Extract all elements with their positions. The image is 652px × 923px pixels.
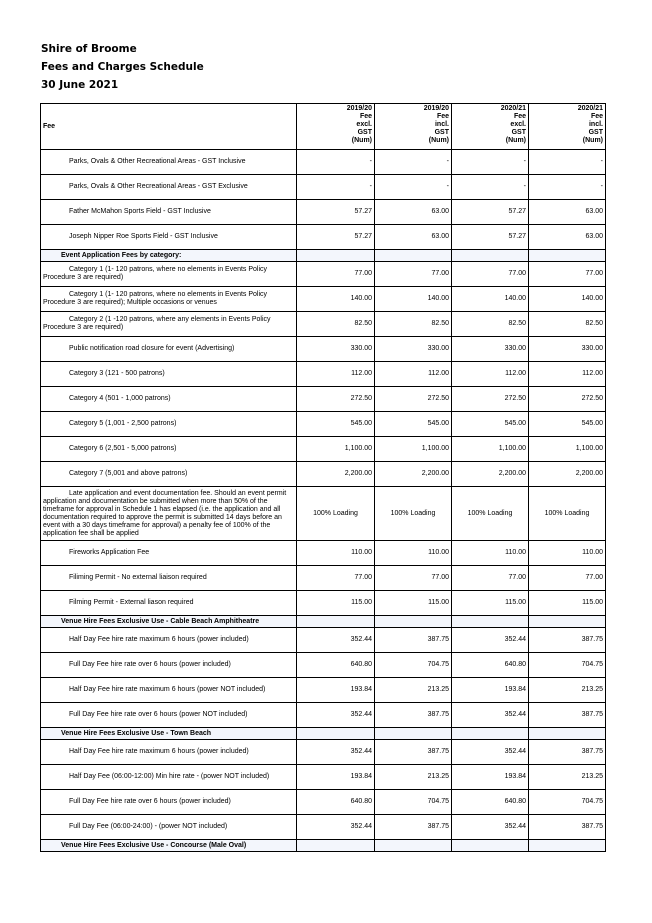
fee-value: 193.84 <box>452 678 529 703</box>
table-row <box>41 462 606 487</box>
fee-description: Fireworks Application Fee <box>41 541 297 566</box>
fee-description: Parks, Ovals & Other Recreational Areas - GST Inclusive <box>41 150 297 175</box>
fee-value: 352.44 <box>452 815 529 840</box>
empty-cell <box>375 616 452 628</box>
fee-value: 57.27 <box>297 225 375 250</box>
fee-value: 193.84 <box>297 678 375 703</box>
fee-value: 352.44 <box>297 703 375 728</box>
table-row <box>41 312 606 337</box>
table-row <box>41 653 606 678</box>
fee-value: - <box>375 150 452 175</box>
fee-value: 272.50 <box>529 387 606 412</box>
fee-value: 2,200.00 <box>375 462 452 487</box>
fee-value: - <box>452 150 529 175</box>
fee-value: 115.00 <box>529 591 606 616</box>
fee-value: 704.75 <box>375 790 452 815</box>
empty-cell <box>529 616 606 628</box>
column-header-line: excl. <box>510 121 526 128</box>
table-row <box>41 678 606 703</box>
table-row <box>41 566 606 591</box>
fee-value: - <box>529 150 606 175</box>
fee-value: 193.84 <box>297 765 375 790</box>
fee-value: 63.00 <box>529 200 606 225</box>
fee-value: 213.25 <box>375 765 452 790</box>
empty-cell <box>297 840 375 852</box>
table-row <box>41 225 606 250</box>
fee-value: 2,200.00 <box>297 462 375 487</box>
column-header-fee <box>41 104 297 150</box>
category-label: Venue Hire Fees Exclusive Use - Town Beach <box>41 728 297 740</box>
fee-value: 57.27 <box>452 225 529 250</box>
empty-cell <box>375 728 452 740</box>
column-header-line: 2019/20 <box>346 105 372 112</box>
column-header-line: Fee <box>359 113 372 120</box>
column-header-2 <box>375 104 452 150</box>
fee-value: 272.50 <box>452 387 529 412</box>
fee-value: 387.75 <box>375 703 452 728</box>
empty-cell <box>452 616 529 628</box>
fee-description: Full Day Fee (06:00-24:00) - (power NOT included) <box>41 815 297 840</box>
fee-value: 1,100.00 <box>297 437 375 462</box>
fee-value: 82.50 <box>529 312 606 337</box>
fee-value: 330.00 <box>375 337 452 362</box>
table-row <box>41 262 606 287</box>
fee-value: 63.00 <box>529 225 606 250</box>
column-header-line: (Num) <box>505 137 526 144</box>
fee-value: 640.80 <box>452 790 529 815</box>
table-row <box>41 541 606 566</box>
column-header-line: GST <box>511 129 526 136</box>
fee-description: Half Day Fee hire rate maximum 6 hours (power included) <box>41 628 297 653</box>
empty-cell <box>452 728 529 740</box>
fee-value: 77.00 <box>375 566 452 591</box>
column-header-line: 2019/20 <box>423 105 449 112</box>
table-row <box>41 412 606 437</box>
column-header-line: Fee <box>590 113 603 120</box>
fee-description: Category 6 (2,501 - 5,000 patrons) <box>41 437 297 462</box>
table-row <box>41 337 606 362</box>
fee-value: 352.44 <box>452 703 529 728</box>
column-header-line: Fee <box>43 123 56 130</box>
fee-value: 110.00 <box>452 541 529 566</box>
table-row <box>41 790 606 815</box>
table-row <box>41 387 606 412</box>
category-label: Event Application Fees by category: <box>41 250 297 262</box>
fee-value: 387.75 <box>375 740 452 765</box>
table-row <box>41 703 606 728</box>
empty-cell <box>297 728 375 740</box>
fee-value: 77.00 <box>452 566 529 591</box>
fee-value: 110.00 <box>529 541 606 566</box>
column-header-line: Fee <box>436 113 449 120</box>
empty-cell <box>297 250 375 262</box>
fee-value: 352.44 <box>452 628 529 653</box>
fee-value: 272.50 <box>375 387 452 412</box>
fee-value: 387.75 <box>375 815 452 840</box>
fee-value: - <box>529 175 606 200</box>
empty-cell <box>452 250 529 262</box>
fee-value: 77.00 <box>529 566 606 591</box>
fee-value: 77.00 <box>529 262 606 287</box>
fee-description: Parks, Ovals & Other Recreational Areas - GST Exclusive <box>41 175 297 200</box>
fee-value: 110.00 <box>297 541 375 566</box>
fee-value: - <box>375 175 452 200</box>
document-date: 30 June 2021 <box>41 79 119 91</box>
table-row <box>41 175 606 200</box>
fee-value: 77.00 <box>297 566 375 591</box>
column-header-3 <box>452 104 529 150</box>
category-row <box>41 616 606 628</box>
category-row <box>41 728 606 740</box>
document-title: Fees and Charges Schedule <box>41 61 204 73</box>
column-header-line: GST <box>434 129 449 136</box>
fee-description: Category 7 (5,001 and above patrons) <box>41 462 297 487</box>
fee-value: 330.00 <box>452 337 529 362</box>
fee-value: 110.00 <box>375 541 452 566</box>
fee-value: 704.75 <box>529 653 606 678</box>
fee-description: Father McMahon Sports Field - GST Inclusive <box>41 200 297 225</box>
fee-value: 387.75 <box>375 628 452 653</box>
empty-cell <box>375 250 452 262</box>
empty-cell <box>529 840 606 852</box>
fee-value: 352.44 <box>452 740 529 765</box>
category-row <box>41 250 606 262</box>
fee-value: 112.00 <box>452 362 529 387</box>
table-row <box>41 362 606 387</box>
fee-value: 2,200.00 <box>529 462 606 487</box>
empty-cell <box>297 616 375 628</box>
fee-value: 330.00 <box>529 337 606 362</box>
fees-table-body <box>41 150 606 852</box>
fee-value: 640.80 <box>297 790 375 815</box>
fee-value: 1,100.00 <box>375 437 452 462</box>
fee-description: Public notification road closure for event (Advertising) <box>41 337 297 362</box>
column-header-line: (Num) <box>428 137 449 144</box>
table-row <box>41 628 606 653</box>
fee-value: 140.00 <box>452 287 529 312</box>
fee-value: 100% Loading <box>452 487 529 541</box>
fee-description: Category 4 (501 - 1,000 patrons) <box>41 387 297 412</box>
fee-value: - <box>452 175 529 200</box>
table-row <box>41 815 606 840</box>
fee-value: 213.25 <box>375 678 452 703</box>
fee-value: 82.50 <box>452 312 529 337</box>
empty-cell <box>452 840 529 852</box>
fee-value: - <box>297 175 375 200</box>
fee-value: 112.00 <box>529 362 606 387</box>
empty-cell <box>529 728 606 740</box>
fee-description: Full Day Fee hire rate over 6 hours (power NOT included) <box>41 703 297 728</box>
fee-description: Joseph Nipper Roe Sports Field - GST Inclusive <box>41 225 297 250</box>
fee-value: 545.00 <box>452 412 529 437</box>
table-row <box>41 437 606 462</box>
fee-description: Full Day Fee hire rate over 6 hours (power included) <box>41 653 297 678</box>
fee-value: 140.00 <box>297 287 375 312</box>
fee-description: Half Day Fee (06:00-12:00) Min hire rate - (power NOT included) <box>41 765 297 790</box>
column-header-line: (Num) <box>351 137 372 144</box>
fee-value: 63.00 <box>375 225 452 250</box>
table-row <box>41 287 606 312</box>
fee-value: 387.75 <box>529 703 606 728</box>
fee-value: 640.80 <box>452 653 529 678</box>
fee-value: 82.50 <box>297 312 375 337</box>
fee-value: 63.00 <box>375 200 452 225</box>
column-header-4 <box>529 104 606 150</box>
fee-value: 704.75 <box>375 653 452 678</box>
fee-value: 77.00 <box>452 262 529 287</box>
fee-value: 115.00 <box>297 591 375 616</box>
table-row <box>41 765 606 790</box>
fee-description: Filming Permit - External liason required <box>41 591 297 616</box>
column-header-line: excl. <box>356 121 372 128</box>
category-row <box>41 840 606 852</box>
empty-cell <box>529 250 606 262</box>
fee-value: 387.75 <box>529 740 606 765</box>
fee-value: 213.25 <box>529 765 606 790</box>
fee-value: 140.00 <box>375 287 452 312</box>
column-header-line: 2020/21 <box>500 105 526 112</box>
fee-value: 57.27 <box>452 200 529 225</box>
fee-value: 115.00 <box>375 591 452 616</box>
fee-value: 640.80 <box>297 653 375 678</box>
fees-table <box>40 103 606 852</box>
organisation-name: Shire of Broome <box>41 43 137 55</box>
column-header-line: GST <box>588 129 603 136</box>
column-header-line: (Num) <box>582 137 603 144</box>
table-row <box>41 487 606 541</box>
fee-value: 545.00 <box>375 412 452 437</box>
fee-value: 193.84 <box>452 765 529 790</box>
fee-description: Category 5 (1,001 - 2,500 patrons) <box>41 412 297 437</box>
fee-value: 100% Loading <box>297 487 375 541</box>
fee-value: 115.00 <box>452 591 529 616</box>
fee-value: 100% Loading <box>375 487 452 541</box>
fees-table-header <box>41 104 606 150</box>
fee-value: 545.00 <box>529 412 606 437</box>
fee-description: Filiming Permit - No external liaison required <box>41 566 297 591</box>
column-header-line: 2020/21 <box>577 105 603 112</box>
fee-value: 330.00 <box>297 337 375 362</box>
fee-value: 387.75 <box>529 815 606 840</box>
table-row <box>41 591 606 616</box>
fee-description: Category 2 (1 -120 patrons, where any elements in Events Policy Procedure 3 are required) <box>41 312 297 337</box>
fee-value: 57.27 <box>297 200 375 225</box>
fee-value: 352.44 <box>297 740 375 765</box>
header-row <box>41 104 606 150</box>
fee-value: 352.44 <box>297 815 375 840</box>
fee-value: - <box>297 150 375 175</box>
fee-value: 213.25 <box>529 678 606 703</box>
column-header-line: incl. <box>434 121 449 128</box>
fee-value: 387.75 <box>529 628 606 653</box>
fee-value: 112.00 <box>297 362 375 387</box>
fee-value: 2,200.00 <box>452 462 529 487</box>
fee-value: 1,100.00 <box>452 437 529 462</box>
fee-description: Category 1 (1- 120 patrons, where no elements in Events Policy Procedure 3 are required); Multiple occasions or venues <box>41 287 297 312</box>
fee-value: 352.44 <box>297 628 375 653</box>
column-header-1 <box>297 104 375 150</box>
fee-value: 112.00 <box>375 362 452 387</box>
fee-value: 77.00 <box>297 262 375 287</box>
fee-value: 82.50 <box>375 312 452 337</box>
fee-value: 704.75 <box>529 790 606 815</box>
fee-description: Half Day Fee hire rate maximum 6 hours (power included) <box>41 740 297 765</box>
table-row <box>41 150 606 175</box>
fee-description: Half Day Fee hire rate maximum 6 hours (power NOT included) <box>41 678 297 703</box>
fee-value: 1,100.00 <box>529 437 606 462</box>
fee-value: 100% Loading <box>529 487 606 541</box>
table-row <box>41 200 606 225</box>
fee-value: 272.50 <box>297 387 375 412</box>
empty-cell <box>375 840 452 852</box>
column-header-line: incl. <box>588 121 603 128</box>
column-header-line: GST <box>357 129 372 136</box>
category-label: Venue Hire Fees Exclusive Use - Concourse (Male Oval) <box>41 840 297 852</box>
column-header-line: Fee <box>513 113 526 120</box>
fee-description: Late application and event documentation fee. Should an event permit application and documentation be submitted when more than 50% of the timeframe for approval in Schedule 1 has elapsed (i.e. the application and all documentation required to approve the permit is submitted 14 days before an event with a 30 days timeframe for approval) a penalty fee of 100% of the application fee shall be applied <box>41 487 297 541</box>
fee-value: 77.00 <box>375 262 452 287</box>
fee-value: 140.00 <box>529 287 606 312</box>
fee-description: Category 1 (1- 120 patrons, where no elements in Events Policy Procedure 3 are required) <box>41 262 297 287</box>
category-label: Venue Hire Fees Exclusive Use - Cable Beach Amphitheatre <box>41 616 297 628</box>
fee-value: 545.00 <box>297 412 375 437</box>
fee-description: Category 3 (121 - 500 patrons) <box>41 362 297 387</box>
table-row <box>41 740 606 765</box>
fee-description: Full Day Fee hire rate over 6 hours (power included) <box>41 790 297 815</box>
